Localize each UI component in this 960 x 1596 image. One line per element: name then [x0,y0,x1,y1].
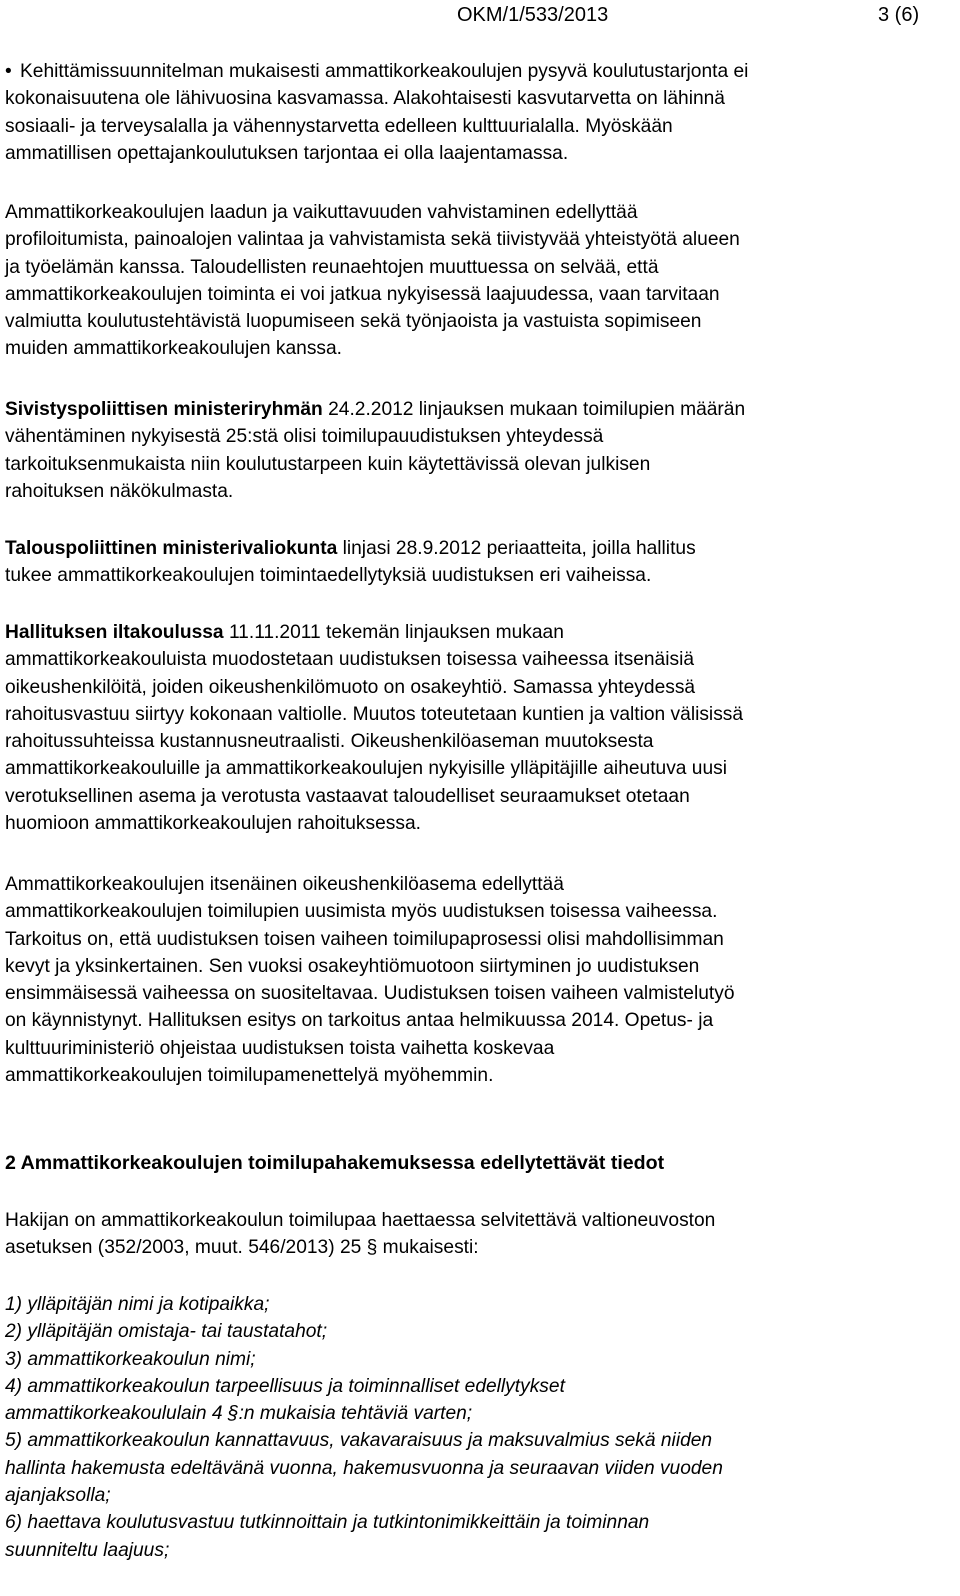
paragraph-line: Talouspoliittinen ministerivaliokunta linjasi 28.9.2012 periaatteita, joilla hallitus [5,538,696,559]
paragraph-line: on käynnistynyt. Hallituksen esitys on tarkoitus antaa helmikuussa 2014. Opetus- ja [5,1010,714,1032]
paragraph-ministerial-group [5,396,955,505]
section-heading: 2 Ammattikorkeakoulujen toimilupahakemuksessa edellytettävät tiedot [5,1152,665,1174]
paragraph-line: Ammattikorkeakoulujen itsenäinen oikeushenkilöasema edellyttää [5,874,564,895]
paragraph-quality [5,199,955,363]
paragraph-line: valmiutta koulutustehtävistä luopumiseen sekä työnjaoista ja vastuista sopimiseen [5,311,702,333]
paragraph-line: muiden ammattikorkeakoulujen kanssa. [5,338,343,360]
paragraph-line: kevyt ja yksinkertainen. Sen vuoksi osakeyhtiömuotoon siirtyminen jo uudistuksen [5,955,700,977]
paragraph-line: Hallituksen iltakoulussa 11.11.2011 tekemän linjauksen mukaan [5,622,564,643]
paragraph-government-session [5,619,955,837]
list-item: suunniteltu laajuus; [5,1539,170,1561]
list-item: 2) ylläpitäjän omistaja- tai taustatahot; [5,1321,328,1343]
page-number: 3 (6) [878,4,920,26]
bold-term: Sivistyspoliittisen ministeriryhmän [5,399,323,420]
paragraph-line: tarkoituksenmukaista niin koulutustarpeen kuin käytettävissä olevan julkisen [5,453,651,475]
list-item: 3) ammattikorkeakoulun nimi; [5,1348,256,1370]
bullet-paragraph [5,58,955,167]
paragraph-line: oikeushenkilöitä, joiden oikeushenkilömuoto on osakeyhtiö. Samassa yhteydessä [5,676,696,698]
paragraph-line: rahoitusvastuu siirtyy kokonaan valtiolle. Muutos toteutetaan kuntien ja valtion välisissä [5,703,744,725]
paragraph-line: ammattikorkeakoulujen toiminta ei voi jatkua nykyisessä laajuudessa, vaan tarvitaan [5,283,720,305]
paragraph-economic-committee [5,535,955,590]
paragraph-line: verotuksellinen asema ja verotusta vastaavat taloudelliset seuraamukset otetaan [5,785,690,807]
list-item: 1) ylläpitäjän nimi ja kotipaikka; [5,1294,270,1315]
paragraph-line: huomioon ammattikorkeakoulujen rahoituksessa. [5,813,421,835]
bold-term: Talouspoliittinen ministerivaliokunta [5,538,338,559]
paragraph-line: ammattikorkeakouluille ja ammattikorkeakoulujen nykyisille ylläpitäjille aiheutuva uusi [5,758,728,780]
paragraph-line: ammatillisen opettajankoulutuksen tarjontaa ei olla laajentamassa. [5,142,569,164]
paragraph-line: ammattikorkeakouluista muodostetaan uudistuksen toisessa vaiheessa itsenäisiä [5,649,694,671]
paragraph-line: Hakijan on ammattikorkeakoulun toimilupaa haettaessa selvitettävä valtioneuvoston [5,1210,716,1231]
paragraph-line: kokonaisuutena ole lähivuosina kasvamassa. Alakohtaisesti kasvutarvetta on lähinnä [5,88,725,110]
paragraph-line: vähentäminen nykyisestä 25:stä olisi toimilupauudistuksen yhteydessä [5,426,604,448]
paragraph-line: Tarkoitus on, että uudistuksen toisen vaiheen toimilupaprosessi olisi mahdollisimman [5,928,724,950]
requirements-list [5,1291,955,1564]
paragraph-line: tukee ammattikorkeakoulujen toimintaedellytyksiä uudistuksen eri vaiheissa. [5,565,652,587]
paragraph-line: rahoitussuhteissa kustannusneutraalisti. Oikeushenkilöaseman muutoksesta [5,731,654,753]
paragraph-line: kulttuuriministeriö ohjeistaa uudistuksen toista vaihetta koskevaa [5,1037,555,1059]
list-item: ajanjaksolla; [5,1485,111,1507]
bold-term: Hallituksen iltakoulussa [5,622,224,643]
paragraph-line: ammattikorkeakoulujen toimilupien uusimista myös uudistuksen toisessa vaiheessa. [5,901,718,923]
list-item: hallinta hakemusta edeltävänä vuonna, hakemusvuonna ja seuraavan viiden vuoden [5,1457,723,1479]
bullet-symbol: • [5,61,12,82]
list-item: 6) haettava koulutusvastuu tutkinnoittain ja tutkintonimikkeittäin ja toiminnan [5,1512,650,1534]
bullet-line: • Kehittämissuunnitelman mukaisesti ammattikorkeakoulujen pysyvä koulutustarjonta ei [5,58,955,85]
list-item: 5) ammattikorkeakoulun kannattavuus, vakavaraisuus ja maksuvalmius sekä niiden [5,1430,713,1452]
paragraph-line: profiloitumista, painoalojen valintaa ja vahvistamista sekä tiivistyvää yhteistyötä alueen [5,229,740,251]
list-item: ammattikorkeakoululain 4 §:n mukaisia tehtäviä varten; [5,1403,473,1425]
paragraph-line: asetuksen (352/2003, muut. 546/2013) 25 § mukaisesti: [5,1237,479,1259]
paragraph-line: Sivistyspoliittisen ministeriryhmän 24.2.2012 linjauksen mukaan toimilupien määrän [5,399,746,420]
paragraph-line: ja työelämän kanssa. Taloudellisten reunaehtojen muuttuessa on selvää, että [5,256,659,278]
paragraph-line: Ammattikorkeakoulujen laadun ja vaikuttavuuden vahvistaminen edellyttää [5,202,638,223]
section-intro [5,1207,955,1262]
list-item: 4) ammattikorkeakoulun tarpeellisuus ja toiminnalliset edellytykset [5,1375,565,1397]
paragraph-line: rahoituksen näkökulmasta. [5,480,234,502]
paragraph-line: sosiaali- ja terveysalalla ja vähennystarvetta edelleen kulttuurialalla. Myöskään [5,115,673,137]
paragraph-line: ensimmäisessä vaiheessa on suositeltavaa. Uudistuksen toisen vaiheen valmistelutyö [5,983,735,1005]
paragraph-line: ammattikorkeakoulujen toimilupamenettelyä myöhemmin. [5,1065,494,1087]
document-id: OKM/1/533/2013 [457,4,609,26]
paragraph-legal-entity [5,871,955,1089]
